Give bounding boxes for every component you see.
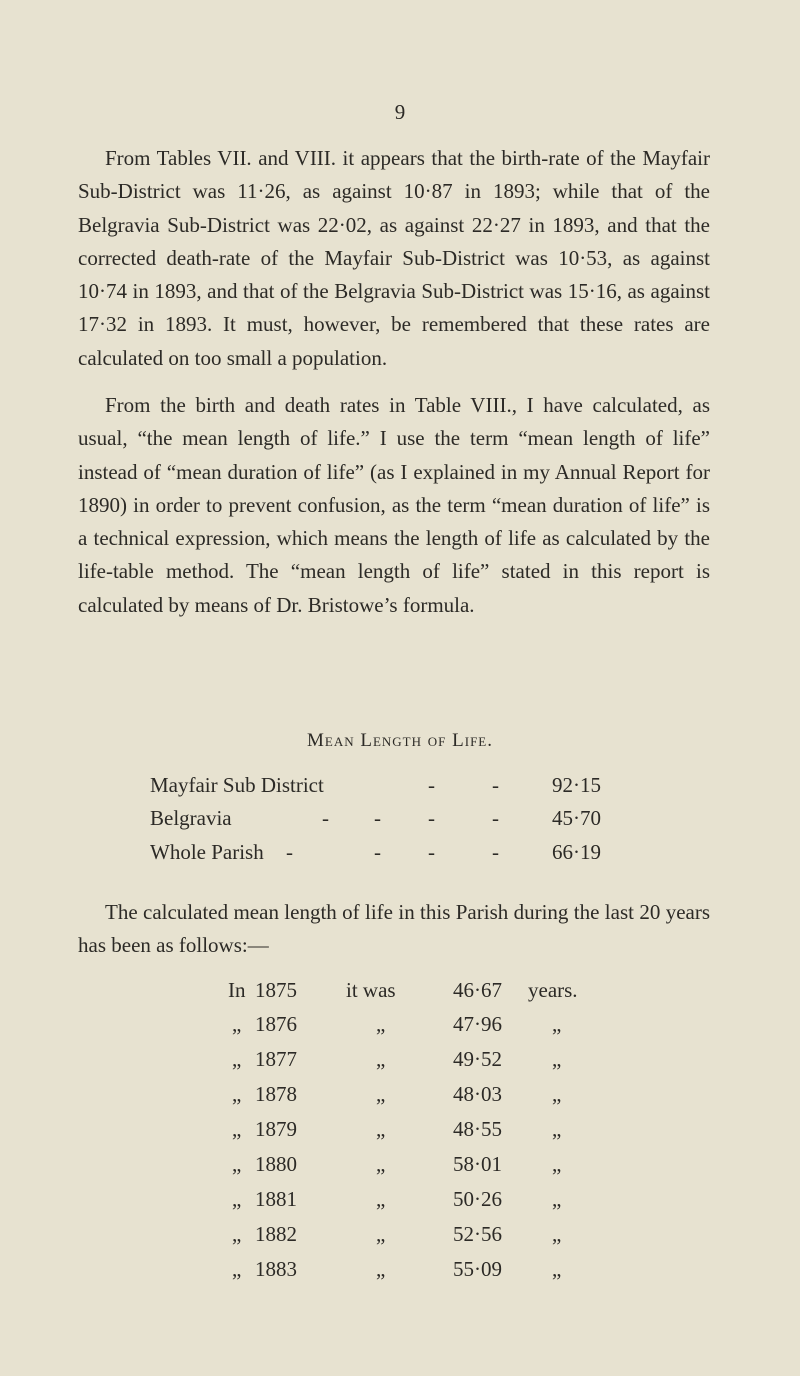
district-label: Mayfair Sub District	[150, 773, 324, 797]
mean-length-value: 45·70	[552, 806, 601, 830]
unit: years.	[528, 978, 578, 1002]
leader-dash: -	[374, 840, 381, 864]
year: 1875	[255, 978, 297, 1002]
paragraph-text: From the birth and death rates in Table VIII., I have calculated, as usual, “the mean length of life.” I use the term “mean length of life” instead of “mean duration of life” (as I explained in my Annual Report for 1890) in order to prevent confusion, as the term “mean duration of life” is a technical expression, which means the length of life as calculated by the life-table method. The “mean length of life” stated in this report is calculated by means of Dr. Bristowe’s formula.	[78, 393, 710, 617]
paragraph-text: From Tables VII. and VIII. it appears that the birth-rate of the Mayfair Sub-District was 11·26, as against 10·87 in 1893; while that of the Belgravia Sub-District was 22·02, as against 22·27 in 1893, and that the corrected death-rate of the Mayfair Sub-District was 10·53, as against 10·74 in 1893, and that of the Belgravia Sub-District was 15·16, as against 17·32 in 1893. It must, however, be remembered that these rates are calculated on too small a population.	[78, 146, 710, 370]
unit: „	[552, 1117, 562, 1141]
table-row	[0, 1012, 800, 1046]
leader-dash: -	[322, 806, 329, 830]
table-row	[0, 1257, 800, 1291]
verb: „	[376, 1047, 386, 1071]
table-row	[0, 773, 800, 805]
leader-dash: -	[428, 773, 435, 797]
unit: „	[552, 1222, 562, 1246]
paragraph-text: The calculated mean length of life in this Parish during the last 20 years has been as follows:—	[78, 900, 710, 958]
year: 1883	[255, 1257, 297, 1281]
prefix: „	[232, 1117, 242, 1141]
value: 48·03	[453, 1082, 502, 1106]
table-row	[0, 1152, 800, 1186]
unit: „	[552, 1152, 562, 1176]
table-row	[0, 1117, 800, 1151]
prefix: „	[232, 1152, 242, 1176]
verb: „	[376, 1257, 386, 1281]
year: 1877	[255, 1047, 297, 1071]
verb: „	[376, 1082, 386, 1106]
verb: it was	[346, 978, 396, 1002]
leader-dash: -	[492, 806, 499, 830]
prefix: „	[232, 1222, 242, 1246]
year: 1879	[255, 1117, 297, 1141]
table-row	[0, 1047, 800, 1081]
unit: „	[552, 1012, 562, 1036]
mean-length-heading: Mean Length of Life.	[307, 730, 493, 751]
leader-dash: -	[428, 806, 435, 830]
prefix: „	[232, 1012, 242, 1036]
verb: „	[376, 1152, 386, 1176]
value: 47·96	[453, 1012, 502, 1036]
value: 50·26	[453, 1187, 502, 1211]
value: 55·09	[453, 1257, 502, 1281]
value: 52·56	[453, 1222, 502, 1246]
prefix: „	[232, 1047, 242, 1071]
paragraph-calculated-mean	[78, 896, 710, 963]
verb: „	[376, 1187, 386, 1211]
year: 1882	[255, 1222, 297, 1246]
year: 1881	[255, 1187, 297, 1211]
value: 48·55	[453, 1117, 502, 1141]
prefix: „	[232, 1187, 242, 1211]
table-row	[0, 1082, 800, 1116]
unit: „	[552, 1047, 562, 1071]
district-label: Belgravia	[150, 806, 232, 830]
year: 1876	[255, 1012, 297, 1036]
prefix: In	[228, 978, 246, 1002]
table-row	[0, 806, 800, 838]
mean-length-value: 92·15	[552, 773, 601, 797]
table-row	[0, 840, 800, 872]
verb: „	[376, 1012, 386, 1036]
paragraph-birth-rates	[78, 142, 710, 375]
leader-dash: -	[492, 840, 499, 864]
unit: „	[552, 1082, 562, 1106]
value: 49·52	[453, 1047, 502, 1071]
leader-dash: -	[374, 806, 381, 830]
leader-dash: -	[428, 840, 435, 864]
value: 46·67	[453, 978, 502, 1002]
year: 1878	[255, 1082, 297, 1106]
prefix: „	[232, 1082, 242, 1106]
year: 1880	[255, 1152, 297, 1176]
leader-dash: -	[492, 773, 499, 797]
verb: „	[376, 1222, 386, 1246]
value: 58·01	[453, 1152, 502, 1176]
mean-length-value: 66·19	[552, 840, 601, 864]
table-row	[0, 1187, 800, 1221]
district-label: Whole Parish	[150, 840, 264, 864]
table-row	[0, 1222, 800, 1256]
leader-dash: -	[286, 840, 293, 864]
verb: „	[376, 1117, 386, 1141]
unit: „	[552, 1257, 562, 1281]
prefix: „	[232, 1257, 242, 1281]
table-header-row	[0, 978, 800, 1012]
page-number: 9	[394, 100, 406, 124]
paragraph-mean-length-explanation	[78, 389, 710, 622]
unit: „	[552, 1187, 562, 1211]
